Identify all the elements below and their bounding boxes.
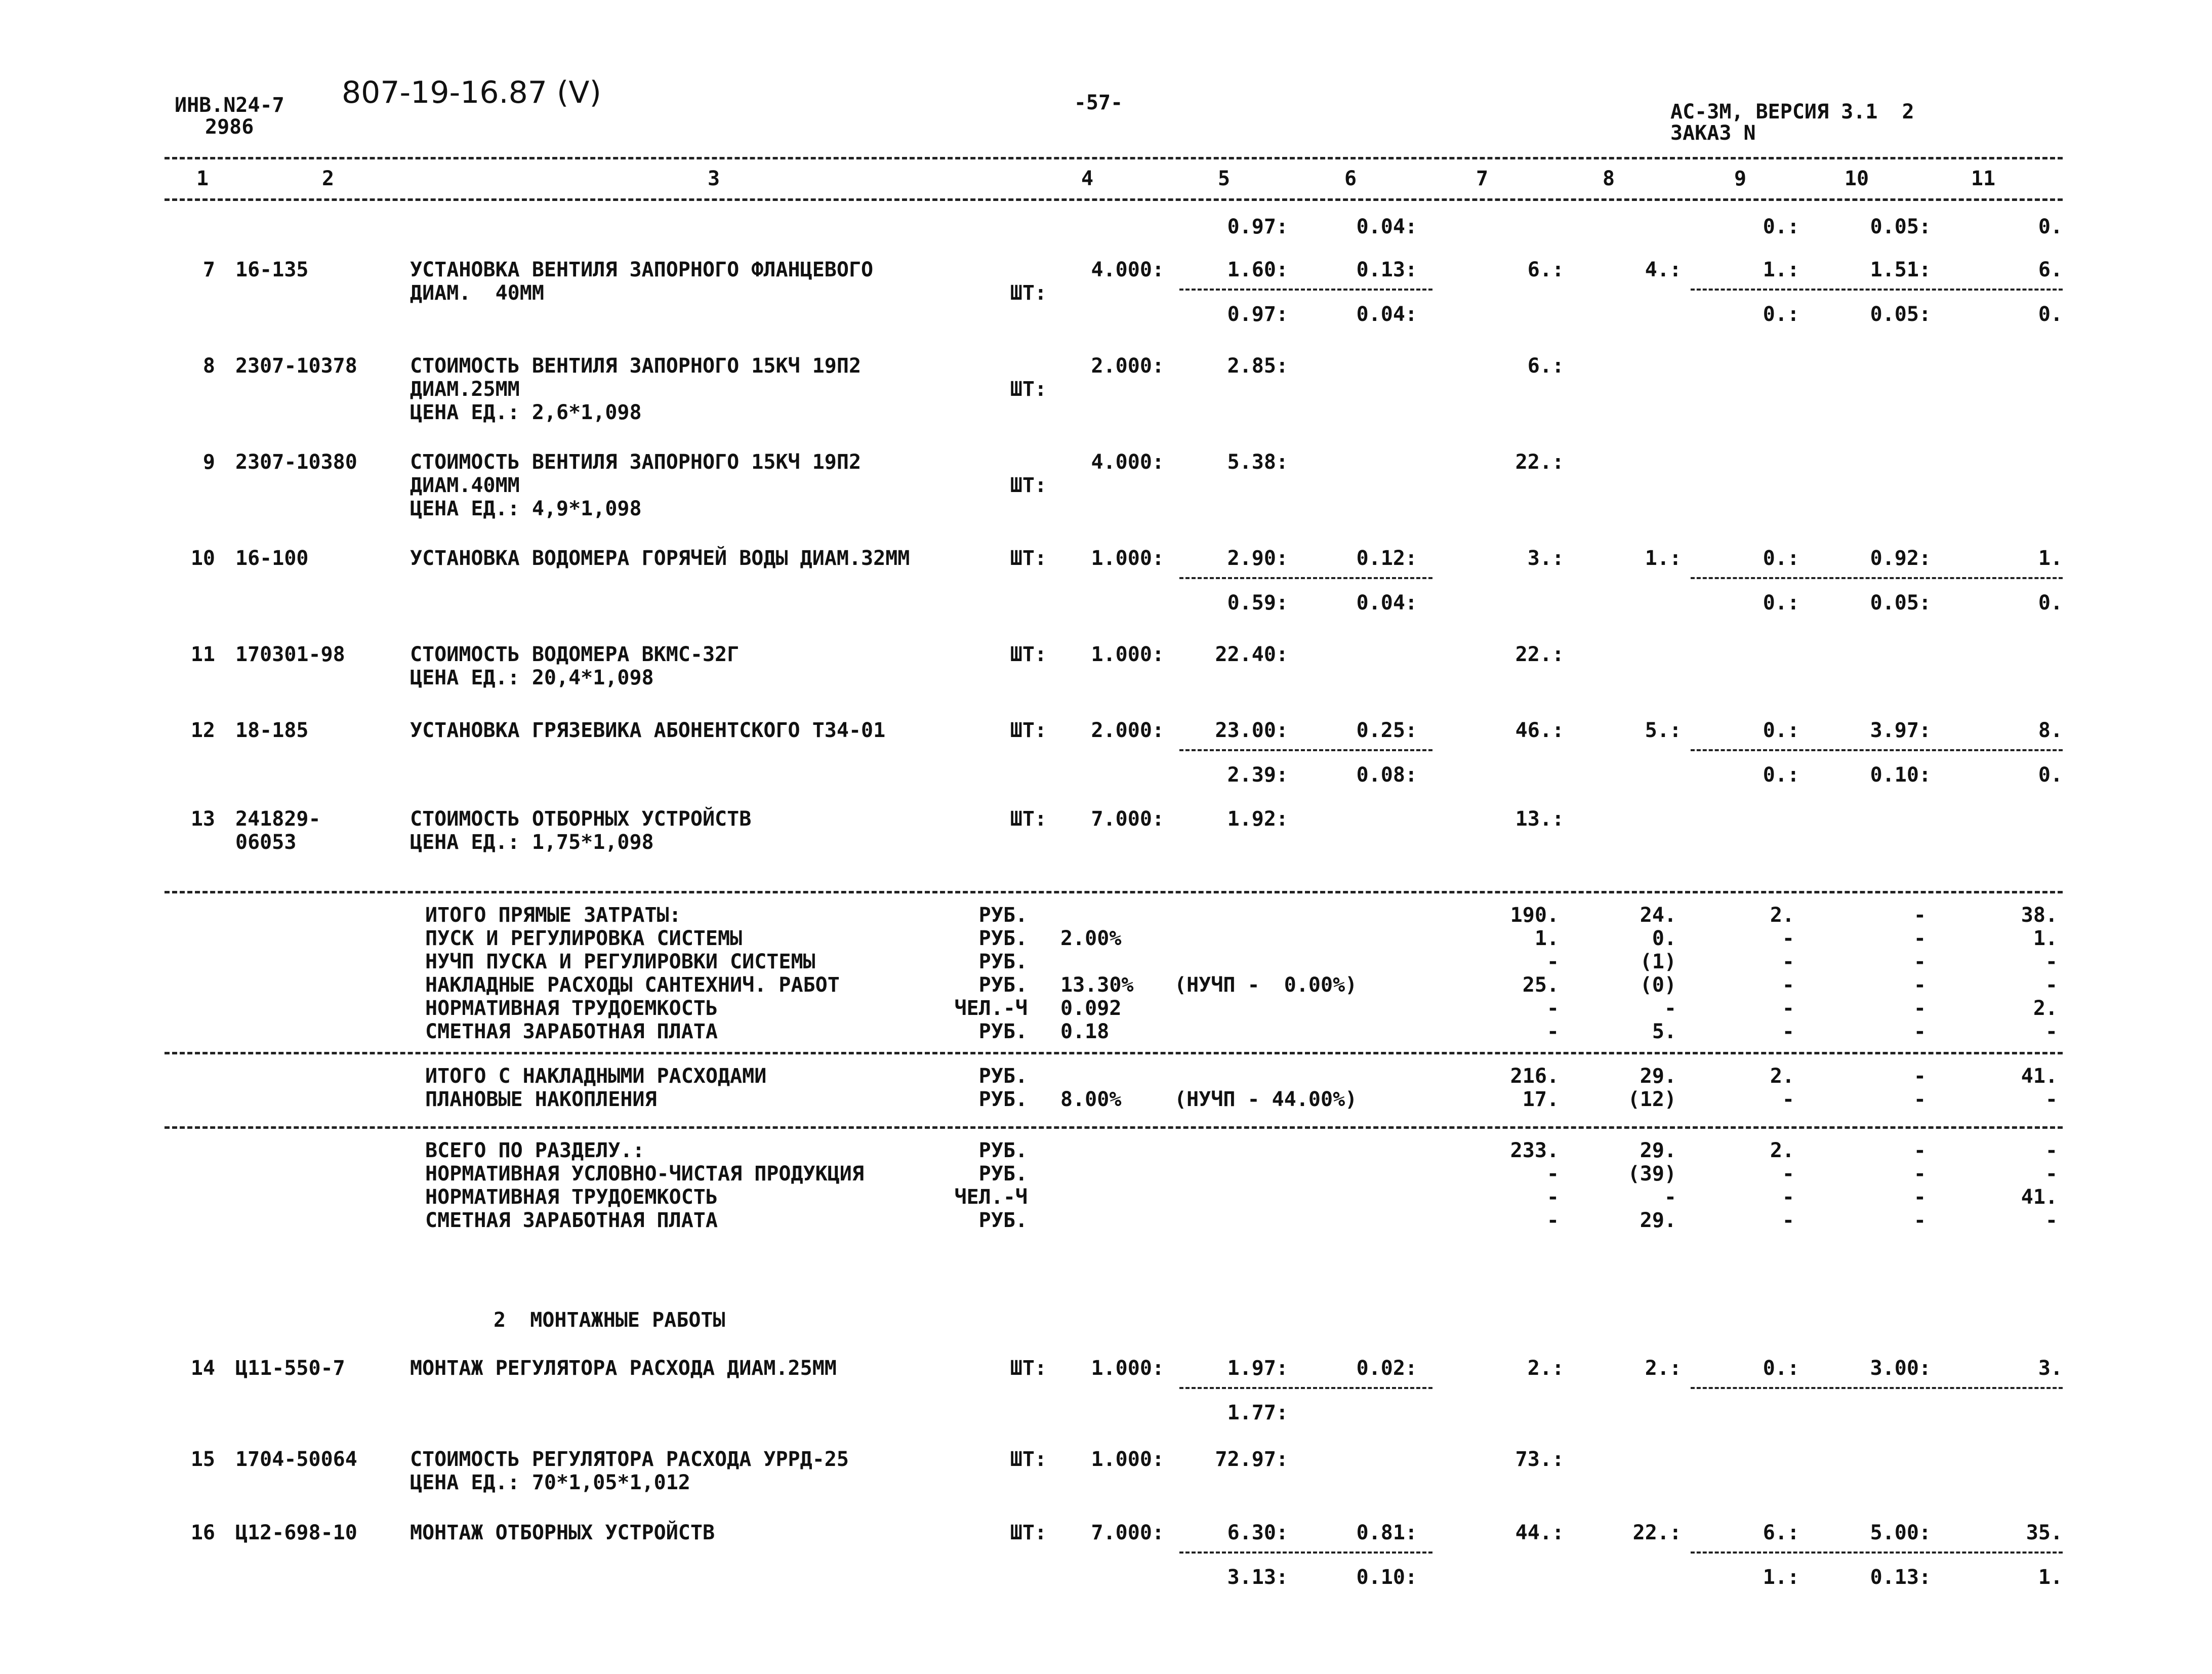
total-c10: -: [1913, 904, 1926, 927]
total-rate: 0.18: [1060, 1020, 1110, 1043]
column-header-11: 11: [1971, 167, 1996, 190]
row-subvalue-c6: 0.04:: [1356, 591, 1417, 615]
total-c11: 38.: [2021, 904, 2058, 927]
total-rate: 0.092: [1060, 997, 1122, 1020]
total-c7: -: [1546, 950, 1559, 973]
row-code: 06053: [235, 831, 297, 854]
row-subrule: [1691, 1387, 2063, 1389]
total-c10: -: [1913, 1088, 1926, 1111]
total-c10: -: [1913, 997, 1926, 1020]
row-description: ДИАМ. 40ММ: [410, 281, 544, 305]
row-subvalue-c10: 0.05:: [1870, 215, 1931, 238]
row-unit: ШТ:: [1010, 281, 1047, 305]
row-subvalue-c11: 0.: [2038, 763, 2063, 787]
row-value-c7: 6.:: [1527, 354, 1564, 378]
row-subrule: [1179, 577, 1432, 579]
total-c9: 2.: [1770, 904, 1794, 927]
total-c8: 29.: [1640, 1139, 1676, 1162]
row-description: СТОИМОСТЬ РЕГУЛЯТОРА РАСХОДА УРРД-25: [410, 1448, 849, 1471]
row-subvalue-c10: 0.05:: [1870, 591, 1931, 615]
row-code: 241829-: [235, 807, 321, 831]
total-unit: РУБ.: [978, 950, 1028, 973]
total-label: НОРМАТИВНАЯ УСЛОВНО-ЧИСТАЯ ПРОДУКЦИЯ: [425, 1162, 864, 1186]
row-value-c8: 2.:: [1645, 1357, 1682, 1380]
row-subvalue-c5: 0.97:: [1227, 303, 1288, 326]
total-c11: -: [2045, 1088, 2058, 1111]
row-description: СТОИМОСТЬ ВЕНТИЛЯ ЗАПОРНОГО 15КЧ 19П2: [410, 451, 862, 474]
total-c7: -: [1546, 997, 1559, 1020]
row-quantity: 7.000:: [1091, 807, 1164, 831]
total-c10: -: [1913, 1020, 1926, 1043]
row-quantity: 2.000:: [1091, 354, 1164, 378]
column-header-10: 10: [1844, 167, 1869, 190]
row-description: ДИАМ.25ММ: [410, 378, 520, 401]
row-value-c9: 1.:: [1763, 258, 1799, 281]
row-number: 7: [202, 258, 215, 281]
row-value-c6: 0.13:: [1356, 258, 1417, 281]
row-subvalue-c11: 0.: [2038, 215, 2063, 238]
row-description: СТОИМОСТЬ ОТБОРНЫХ УСТРОЙСТВ: [410, 807, 752, 831]
row-value-c7: 73.:: [1515, 1448, 1564, 1471]
row-value-c7: 3.:: [1527, 547, 1564, 570]
row-unit: ШТ:: [1010, 474, 1047, 497]
totals-rule-2: [165, 1052, 2063, 1054]
column-header-7: 7: [1476, 167, 1489, 190]
row-value-c6: 0.81:: [1356, 1521, 1417, 1544]
row-subvalue-c5: 3.13:: [1227, 1566, 1288, 1589]
total-c8: (39): [1627, 1162, 1676, 1186]
section-title: 2 МОНТАЖНЫЕ РАБОТЫ: [494, 1309, 725, 1332]
row-unit-price: ЦЕНА ЕД.: 20,4*1,098: [410, 666, 654, 689]
column-header-2: 2: [321, 167, 335, 190]
totals-rule-1: [165, 891, 2063, 893]
total-c11: 1.: [2033, 927, 2058, 950]
total-unit: РУБ.: [978, 1065, 1028, 1088]
row-number: 13: [190, 807, 215, 831]
row-number: 12: [190, 719, 215, 742]
total-c10: -: [1913, 973, 1926, 997]
row-value-c7: 44.:: [1515, 1521, 1564, 1544]
header-rule-bottom: [165, 198, 2063, 201]
total-label: НАКЛАДНЫЕ РАСХОДЫ САНТЕХНИЧ. РАБОТ: [425, 973, 840, 997]
row-code: 2307-10380: [235, 451, 357, 474]
total-c7: -: [1546, 1186, 1559, 1209]
total-c8: (1): [1640, 950, 1676, 973]
row-value-c9: 6.:: [1763, 1521, 1799, 1544]
column-header-9: 9: [1734, 167, 1747, 190]
total-c11: -: [2045, 973, 2058, 997]
row-value-c5: 2.85:: [1227, 354, 1288, 378]
total-c7: 25.: [1522, 973, 1559, 997]
total-unit: РУБ.: [978, 1020, 1028, 1043]
row-value-c5: 22.40:: [1215, 643, 1288, 666]
total-label: НОРМАТИВНАЯ ТРУДОЕМКОСТЬ: [425, 1186, 718, 1209]
row-value-c6: 0.12:: [1356, 547, 1417, 570]
total-c8: -: [1664, 1186, 1676, 1209]
total-label: ИТОГО ПРЯМЫЕ ЗАТРАТЫ:: [425, 904, 681, 927]
row-value-c7: 46.:: [1515, 719, 1564, 742]
row-value-c10: 3.00:: [1870, 1357, 1931, 1380]
row-quantity: 1.000:: [1091, 643, 1164, 666]
column-header-6: 6: [1344, 167, 1357, 190]
row-subrule: [1179, 749, 1432, 751]
total-label: СМЕТНАЯ ЗАРАБОТНАЯ ПЛАТА: [425, 1209, 718, 1232]
column-header-8: 8: [1602, 167, 1615, 190]
total-rate: 2.00%: [1060, 927, 1122, 950]
total-c11: -: [2045, 1020, 2058, 1043]
total-c9: 2.: [1770, 1139, 1794, 1162]
totals-rule-3: [165, 1126, 2063, 1129]
row-value-c11: 35.: [2026, 1521, 2063, 1544]
column-header-3: 3: [707, 167, 720, 190]
total-rate: 13.30%: [1060, 973, 1134, 997]
row-value-c5: 2.90:: [1227, 547, 1288, 570]
row-subvalue-c11: 1.: [2038, 1566, 2063, 1589]
total-label: СМЕТНАЯ ЗАРАБОТНАЯ ПЛАТА: [425, 1020, 718, 1043]
total-c10: -: [1913, 950, 1926, 973]
row-subvalue-c10: 0.13:: [1870, 1566, 1931, 1589]
row-code: 170301-98: [235, 643, 345, 666]
row-number: 15: [190, 1448, 215, 1471]
row-unit: ШТ:: [1010, 1357, 1047, 1380]
row-subrule: [1691, 1551, 2063, 1554]
header-rule-top: [165, 157, 2063, 159]
total-c9: -: [1782, 1088, 1794, 1111]
total-c11: 2.: [2033, 997, 2058, 1020]
row-quantity: 4.000:: [1091, 258, 1164, 281]
row-unit: ШТ:: [1010, 643, 1047, 666]
total-c9: -: [1782, 973, 1794, 997]
total-c8: (12): [1627, 1088, 1676, 1111]
row-subvalue-c10: 0.05:: [1870, 303, 1931, 326]
inventory-sub-number: 2986: [205, 115, 254, 139]
total-label: ИТОГО С НАКЛАДНЫМИ РАСХОДАМИ: [425, 1065, 767, 1088]
row-number: 11: [190, 643, 215, 666]
handwritten-project-code: 807-19-16.87 (V): [342, 75, 601, 110]
row-value-c10: 0.92:: [1870, 547, 1931, 570]
row-value-c10: 5.00:: [1870, 1521, 1931, 1544]
total-c11: -: [2045, 950, 2058, 973]
total-c11: -: [2045, 1209, 2058, 1232]
total-unit: РУБ.: [978, 973, 1028, 997]
total-c8: 5.: [1652, 1020, 1676, 1043]
order-number: ЗАКАЗ N: [1670, 121, 1756, 145]
row-value-c11: 1.: [2038, 547, 2063, 570]
row-subvalue-c9: 0.:: [1763, 591, 1799, 615]
row-value-c5: 1.60:: [1227, 258, 1288, 281]
row-quantity: 1.000:: [1091, 547, 1164, 570]
row-unit: ШТ:: [1010, 1521, 1047, 1544]
row-subvalue-c6: 0.04:: [1356, 215, 1417, 238]
row-subvalue-c11: 0.: [2038, 591, 2063, 615]
row-value-c5: 1.92:: [1227, 807, 1288, 831]
row-value-c7: 2.:: [1527, 1357, 1564, 1380]
total-unit: РУБ.: [978, 1209, 1028, 1232]
row-unit-price: ЦЕНА ЕД.: 1,75*1,098: [410, 831, 654, 854]
row-quantity: 4.000:: [1091, 451, 1164, 474]
system-version: АС-3М, ВЕРСИЯ 3.1 2: [1670, 100, 1914, 124]
row-value-c8: 22.:: [1632, 1521, 1682, 1544]
row-subvalue-c5: 1.77:: [1227, 1401, 1288, 1424]
row-value-c8: 1.:: [1645, 547, 1682, 570]
row-value-c5: 72.97:: [1215, 1448, 1288, 1471]
row-subvalue-c5: 0.97:: [1227, 215, 1288, 238]
total-c10: -: [1913, 1065, 1926, 1088]
row-value-c9: 0.:: [1763, 547, 1799, 570]
row-unit-price: ЦЕНА ЕД.: 2,6*1,098: [410, 401, 642, 424]
total-c9: 2.: [1770, 1065, 1794, 1088]
row-number: 10: [190, 547, 215, 570]
row-description: МОНТАЖ ОТБОРНЫХ УСТРОЙСТВ: [410, 1521, 715, 1544]
total-c9: -: [1782, 1209, 1794, 1232]
row-description: УСТАНОВКА ВОДОМЕРА ГОРЯЧЕЙ ВОДЫ ДИАМ.32ММ: [410, 547, 910, 570]
row-subvalue-c9: 0.:: [1763, 215, 1799, 238]
row-number: 14: [190, 1357, 215, 1380]
row-value-c5: 1.97:: [1227, 1357, 1288, 1380]
row-number: 8: [202, 354, 215, 378]
total-label: НУЧП ПУСКА И РЕГУЛИРОВКИ СИСТЕМЫ: [425, 950, 815, 973]
row-subvalue-c9: 1.:: [1763, 1566, 1799, 1589]
total-c10: -: [1913, 1162, 1926, 1186]
row-value-c10: 3.97:: [1870, 719, 1931, 742]
row-unit: ШТ:: [1010, 807, 1047, 831]
total-c7: 216.: [1510, 1065, 1559, 1088]
row-number: 16: [190, 1521, 215, 1544]
row-subvalue-c5: 2.39:: [1227, 763, 1288, 787]
row-unit: ШТ:: [1010, 719, 1047, 742]
total-note: (НУЧП - 0.00%): [1174, 973, 1358, 997]
total-c11: 41.: [2021, 1065, 2058, 1088]
row-number: 9: [202, 451, 215, 474]
row-value-c7: 22.:: [1515, 451, 1564, 474]
row-unit: ШТ:: [1010, 378, 1047, 401]
row-description: СТОИМОСТЬ ВЕНТИЛЯ ЗАПОРНОГО 15КЧ 19П2: [410, 354, 862, 378]
row-value-c7: 22.:: [1515, 643, 1564, 666]
row-value-c5: 23.00:: [1215, 719, 1288, 742]
total-label: ПУСК И РЕГУЛИРОВКА СИСТЕМЫ: [425, 927, 743, 950]
row-code: Ц11-550-7: [235, 1357, 345, 1380]
row-unit: ШТ:: [1010, 547, 1047, 570]
row-subrule: [1179, 289, 1432, 291]
row-subvalue-c9: 0.:: [1763, 763, 1799, 787]
row-description: УСТАНОВКА ВЕНТИЛЯ ЗАПОРНОГО ФЛАНЦЕВОГО: [410, 258, 874, 281]
row-value-c5: 5.38:: [1227, 451, 1288, 474]
row-subvalue-c6: 0.10:: [1356, 1566, 1417, 1589]
row-description: МОНТАЖ РЕГУЛЯТОРА РАСХОДА ДИАМ.25ММ: [410, 1357, 837, 1380]
total-c7: 190.: [1510, 904, 1559, 927]
total-c9: -: [1782, 1020, 1794, 1043]
total-c8: 29.: [1640, 1209, 1676, 1232]
row-subvalue-c11: 0.: [2038, 303, 2063, 326]
total-c9: -: [1782, 997, 1794, 1020]
total-c7: -: [1546, 1209, 1559, 1232]
total-c7: 233.: [1510, 1139, 1559, 1162]
row-subvalue-c5: 0.59:: [1227, 591, 1288, 615]
total-unit: РУБ.: [978, 904, 1028, 927]
total-unit: РУБ.: [978, 927, 1028, 950]
row-code: 16-135: [235, 258, 309, 281]
row-subvalue-c10: 0.10:: [1870, 763, 1931, 787]
total-unit: РУБ.: [978, 1139, 1028, 1162]
page-number: -57-: [1074, 91, 1123, 114]
total-unit: ЧЕЛ.-Ч: [954, 1186, 1028, 1209]
row-subrule: [1179, 1387, 1432, 1389]
total-c10: -: [1913, 927, 1926, 950]
row-value-c10: 1.51:: [1870, 258, 1931, 281]
total-c7: -: [1546, 1020, 1559, 1043]
row-code: 16-100: [235, 547, 309, 570]
row-value-c11: 3.: [2038, 1357, 2063, 1380]
row-value-c6: 0.02:: [1356, 1357, 1417, 1380]
total-c9: -: [1782, 1162, 1794, 1186]
total-rate: 8.00%: [1060, 1088, 1122, 1111]
total-c10: -: [1913, 1209, 1926, 1232]
row-unit-price: ЦЕНА ЕД.: 4,9*1,098: [410, 497, 642, 520]
row-value-c7: 6.:: [1527, 258, 1564, 281]
row-subvalue-c6: 0.08:: [1356, 763, 1417, 787]
total-c11: -: [2045, 1162, 2058, 1186]
row-value-c8: 4.:: [1645, 258, 1682, 281]
column-header-4: 4: [1081, 167, 1094, 190]
total-c11: -: [2045, 1139, 2058, 1162]
total-note: (НУЧП - 44.00%): [1174, 1088, 1358, 1111]
row-quantity: 2.000:: [1091, 719, 1164, 742]
row-description: УСТАНОВКА ГРЯЗЕВИКА АБОНЕНТСКОГО Т34-01: [410, 719, 886, 742]
row-code: Ц12-698-10: [235, 1521, 357, 1544]
row-subrule: [1691, 577, 2063, 579]
total-label: ПЛАНОВЫЕ НАКОПЛЕНИЯ: [425, 1088, 657, 1111]
total-c7: 1.: [1534, 927, 1559, 950]
total-unit: ЧЕЛ.-Ч: [954, 997, 1028, 1020]
total-c8: 24.: [1640, 904, 1676, 927]
row-code: 18-185: [235, 719, 309, 742]
total-c7: -: [1546, 1162, 1559, 1186]
row-code: 2307-10378: [235, 354, 357, 378]
inventory-number: ИНВ.N24-7: [175, 94, 284, 117]
total-unit: РУБ.: [978, 1162, 1028, 1186]
row-unit-price: ЦЕНА ЕД.: 70*1,05*1,012: [410, 1471, 690, 1494]
total-c7: 17.: [1522, 1088, 1559, 1111]
total-c10: -: [1913, 1139, 1926, 1162]
row-description: СТОИМОСТЬ ВОДОМЕРА ВКМС-32Г: [410, 643, 740, 666]
total-label: НОРМАТИВНАЯ ТРУДОЕМКОСТЬ: [425, 997, 718, 1020]
row-value-c6: 0.25:: [1356, 719, 1417, 742]
row-quantity: 1.000:: [1091, 1357, 1164, 1380]
row-value-c11: 8.: [2038, 719, 2063, 742]
row-description: ДИАМ.40ММ: [410, 474, 520, 497]
total-label: ВСЕГО ПО РАЗДЕЛУ.:: [425, 1139, 645, 1162]
total-c8: 0.: [1652, 927, 1676, 950]
row-code: 1704-50064: [235, 1448, 357, 1471]
total-c10: -: [1913, 1186, 1926, 1209]
row-subrule: [1691, 749, 2063, 751]
row-unit: ШТ:: [1010, 1448, 1047, 1471]
column-header-1: 1: [196, 167, 209, 190]
total-c11: 41.: [2021, 1186, 2058, 1209]
row-subvalue-c9: 0.:: [1763, 303, 1799, 326]
total-c8: (0): [1640, 973, 1676, 997]
row-value-c11: 6.: [2038, 258, 2063, 281]
row-value-c7: 13.:: [1515, 807, 1564, 831]
row-subrule: [1179, 1551, 1432, 1554]
row-subvalue-c6: 0.04:: [1356, 303, 1417, 326]
row-subrule: [1691, 289, 2063, 291]
total-c9: -: [1782, 927, 1794, 950]
row-value-c5: 6.30:: [1227, 1521, 1288, 1544]
total-c9: -: [1782, 950, 1794, 973]
total-unit: РУБ.: [978, 1088, 1028, 1111]
total-c9: -: [1782, 1186, 1794, 1209]
total-c8: -: [1664, 997, 1676, 1020]
row-value-c8: 5.:: [1645, 719, 1682, 742]
column-header-5: 5: [1217, 167, 1231, 190]
row-value-c9: 0.:: [1763, 1357, 1799, 1380]
row-quantity: 7.000:: [1091, 1521, 1164, 1544]
total-c8: 29.: [1640, 1065, 1676, 1088]
row-value-c9: 0.:: [1763, 719, 1799, 742]
row-quantity: 1.000:: [1091, 1448, 1164, 1471]
